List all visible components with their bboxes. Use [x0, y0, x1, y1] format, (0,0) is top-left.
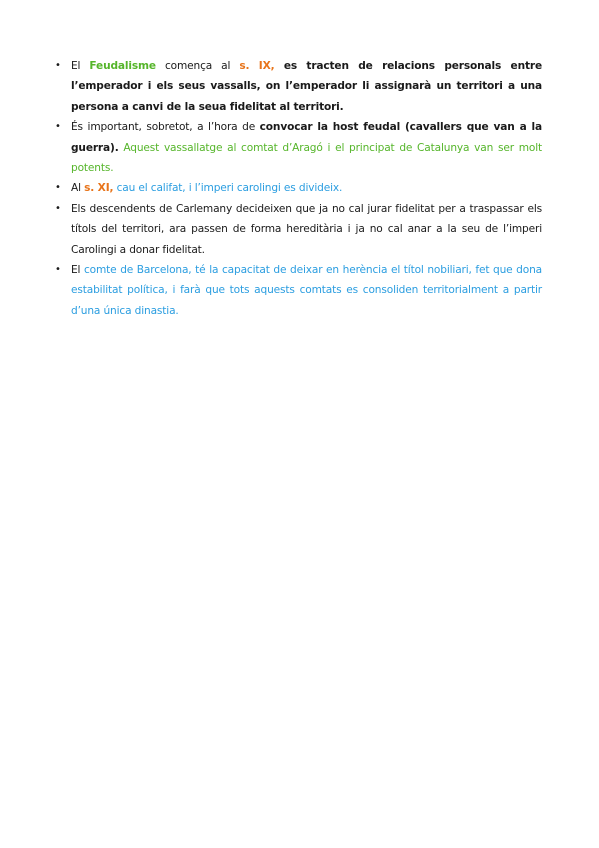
list-item: [55, 117, 542, 178]
item-text-bold: convocar la host feudal (cavallers que van a la guerra).: [71, 121, 542, 154]
item-text: Els descendents de Carlemany decideixen que ja no cal jurar fidelitat per a traspassar els títols del territori, ara passen de forma hereditària i ja no cal anar a la seu de l’imperi Carolingi a donar fidelitat.: [71, 202, 542, 256]
bullet-list: [55, 56, 542, 321]
item-text: El: [71, 60, 90, 72]
list-item: [55, 178, 542, 198]
item-text: Al: [71, 182, 85, 195]
list-item: [55, 260, 542, 321]
bullet-icon: •: [55, 121, 61, 133]
bullet-icon: •: [55, 60, 61, 71]
bullet-icon: •: [55, 264, 61, 276]
century-label: s. IX,: [239, 60, 275, 72]
term-feudalisme: Feudalisme: [89, 60, 156, 72]
item-text-blue: cau el califat, i l’imperi carolingi es divideix.: [113, 182, 343, 195]
item-text: es tracten de relacions personals entre l’emperador i els seus vassalls, on l’emperador li assignarà un territori a una persona a canvi de la seua fidelitat al territori.: [71, 60, 542, 113]
item-text: comença al: [155, 60, 240, 72]
item-text-green: Aquest vassallatge al comtat d’Aragó i el principat de Catalunya van ser molt potents.: [71, 141, 542, 175]
list-item: [55, 56, 542, 117]
bullet-icon: •: [55, 202, 61, 214]
item-text-blue: comte de Barcelona, té la capacitat de deixar en herència el títol nobiliari, fet que dona estabilitat política, i farà que tots aquests comtats es consoliden territorialment a partir d’una única dinastia.: [71, 264, 542, 317]
bullet-icon: •: [55, 182, 61, 194]
item-text: És important, sobretot, a l’hora de: [71, 121, 260, 134]
item-text: El: [71, 264, 84, 277]
century-label: s. XI,: [84, 182, 114, 195]
list-item: [55, 199, 542, 260]
